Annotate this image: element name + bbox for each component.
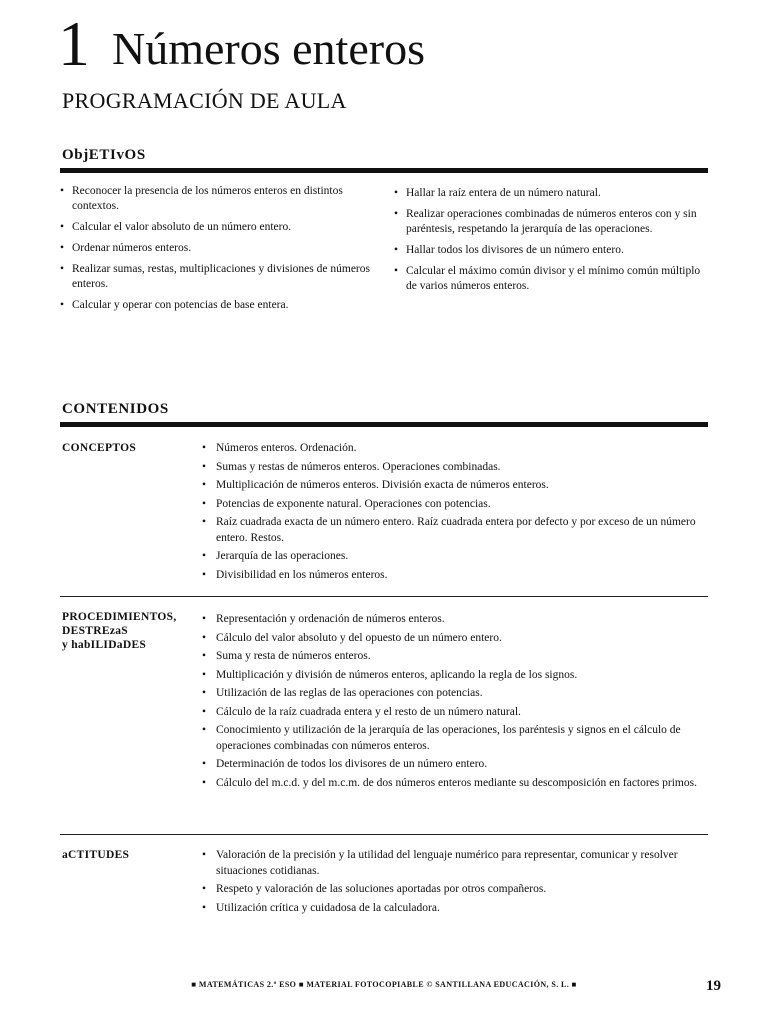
- actitudes-label: aCTITUDES: [62, 849, 130, 861]
- conceptos-label: CONCEPTOS: [62, 442, 137, 454]
- list-item: • Suma y resta de números enteros.: [202, 650, 371, 662]
- objetivo-item: • Hallar todos los divisores de un número entero.: [394, 244, 624, 256]
- list-item: • Cálculo del m.c.d. y del m.c.m. de dos números enteros mediante su descomposición en factores primos.: [202, 776, 697, 789]
- objetivo-item: • Realizar operaciones combinadas de números enteros con y sin paréntesis, respetando la jerarquía de las operaciones.: [394, 208, 697, 235]
- list-item: • Determinación de todos los divisores de un número entero.: [202, 758, 488, 770]
- procedimientos-label: PROCEDIMIENTOS, DESTREzaS y habILIDaDES: [62, 611, 177, 651]
- list-item: • Cálculo del valor absoluto y del opuesto de un número entero.: [202, 631, 502, 644]
- contenidos-rule: [60, 422, 708, 427]
- list-item: • Cálculo de la raíz cuadrada entera y el resto de un número natural.: [202, 705, 521, 718]
- list-item: • Potencias de exponente natural. Operaciones con potencias.: [202, 497, 491, 510]
- footer-text: ■ MATEMÁTICAS 2.º ESO ■ MATERIAL FOTOCOPIABLE © SANTILLANA EDUCACIÓN, S. L. ■: [191, 980, 577, 989]
- chapter-number: 1: [58, 8, 89, 79]
- objetivo-item: • Realizar sumas, restas, multiplicaciones y divisiones de números enteros.: [60, 263, 370, 290]
- page-number: 19: [706, 978, 721, 994]
- objetivos-heading: ObjETIvOS: [62, 147, 146, 163]
- chapter-title: Números enteros: [112, 23, 425, 74]
- page-subtitle: PROGRAMACIÓN DE AULA: [62, 88, 347, 113]
- list-item: • Multiplicación y división de números enteros, aplicando la regla de los signos.: [202, 668, 578, 681]
- list-item: • Jerarquía de las operaciones.: [202, 550, 349, 562]
- actitudes-list: [202, 848, 702, 919]
- list-item: • Números enteros. Ordenación.: [202, 442, 357, 454]
- list-item: • Respeto y valoración de las soluciones aportadas por otros compañeros.: [202, 883, 547, 895]
- objetivo-item: • Calcular el máximo común divisor y el mínimo común múltiplo de varios números enteros.: [394, 265, 701, 292]
- list-item: • Divisibilidad en los números enteros.: [202, 568, 388, 581]
- section-divider: [60, 596, 708, 597]
- objetivos-right-column: [394, 186, 706, 300]
- objetivos-rule: [60, 168, 708, 173]
- contenidos-heading: CONTENIDOS: [62, 401, 169, 417]
- list-item: • Sumas y restas de números enteros. Operaciones combinadas.: [202, 460, 501, 473]
- list-item: • Multiplicación de números enteros. División exacta de números enteros.: [202, 479, 549, 491]
- list-item: • Valoración de la precisión y la utilidad del lenguaje numérico para representar, comunicar y resolver situaciones cotidianas.: [202, 849, 678, 877]
- objetivo-item: • Calcular el valor absoluto de un número entero.: [60, 221, 292, 233]
- objetivo-item: • Reconocer la presencia de los números enteros en distintos contextos.: [60, 185, 343, 212]
- objetivo-item: • Ordenar números enteros.: [60, 242, 192, 254]
- list-item: • Utilización de las reglas de las operaciones con potencias.: [202, 687, 483, 699]
- objetivo-item: • Calcular y operar con potencias de base entera.: [60, 299, 289, 311]
- conceptos-list: [202, 441, 702, 586]
- procedimientos-list: [202, 612, 702, 794]
- objetivos-left-column: [60, 184, 378, 319]
- section-divider: [60, 834, 708, 835]
- list-item: • Conocimiento y utilización de la jerarquía de las operaciones, los paréntesis y signos en el cálculo de operaciones combinadas con números enteros.: [202, 724, 681, 752]
- list-item: • Representación y ordenación de números enteros.: [202, 613, 445, 625]
- list-item: • Utilización crítica y cuidadosa de la calculadora.: [202, 901, 440, 914]
- objetivo-item: • Hallar la raíz entera de un número natural.: [394, 187, 601, 199]
- list-item: • Raíz cuadrada exacta de un número entero. Raíz cuadrada entera por defecto y por exceso de un número entero. Restos.: [202, 516, 696, 544]
